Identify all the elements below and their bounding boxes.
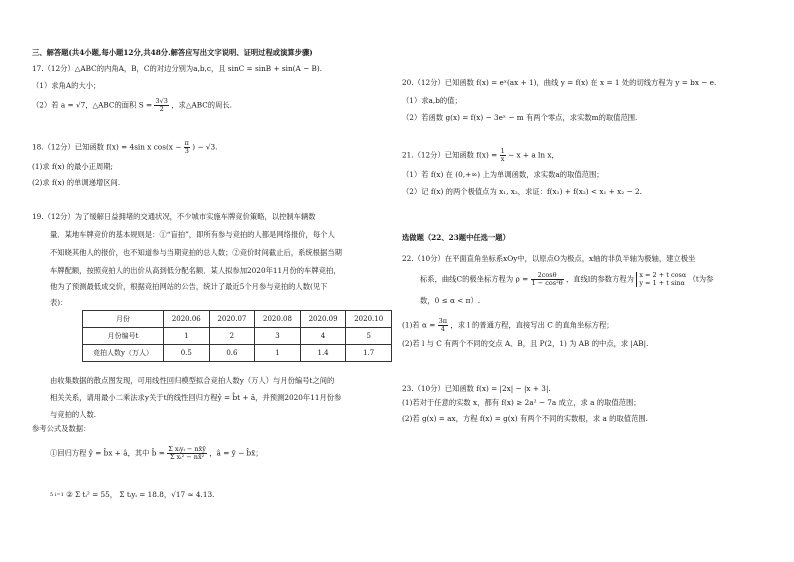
q21-numerator: 1 <box>500 147 505 155</box>
elective-title: 选做题（22、23题中任选一题） <box>402 233 510 242</box>
q22-alpha-denominator: 4 <box>440 325 445 333</box>
q22-stem-line-3: 数，0 ≤ α < π）. <box>420 296 481 305</box>
table-cell-month: 2020.06 <box>164 311 210 328</box>
q22-alpha-fraction <box>438 318 448 333</box>
q22-part2: (2)若 l 与 C 有两个不同的交点 A、B，且 P(2，1) 为 AB 的中点，求 |AB|. <box>402 339 649 348</box>
q19-data-text-a: ② Σ tᵢ² = 55， <box>66 490 118 499</box>
q18-part2: (2)求 f(x) 的单调递增区间. <box>32 178 121 187</box>
table-cell-index: 5 <box>346 328 392 345</box>
q19-reference-title: 参考公式及数据： <box>32 424 91 433</box>
q18-stem <box>32 140 218 155</box>
table-cell-index-label: 月份编号t <box>83 328 164 345</box>
q22-text-b: ，直线l的参数方程为 <box>565 274 634 284</box>
q17-part2 <box>32 98 232 113</box>
q19-regression-formula <box>50 446 263 461</box>
q22-stem-line-2 <box>420 272 713 287</box>
q21-part1: （1）若 f(x) 在 (0,+∞) 上为单调函数，求实数a的取值范围； <box>402 170 604 179</box>
q22-text-c: （t为参 <box>688 274 714 284</box>
table-cell-month: 2020.08 <box>255 311 301 328</box>
table-row-people <box>83 345 392 362</box>
q20-part2: （2）若函数 g(x) = f(x) − 3eˣ − m 有两个零点，求实数m的取值范围. <box>402 113 638 122</box>
table-cell-month: 2020.07 <box>209 311 255 328</box>
q19-line-5: 他为了预测最低成交价，根据竞拍网站的公告，统计了最近5个月参与竞拍的人数(见下 <box>50 282 328 291</box>
q19-sum-upper: 5 <box>50 491 54 498</box>
q22-polar-numerator: 2cosθ <box>531 272 564 280</box>
table-cell-index: 2 <box>209 328 255 345</box>
q21-fraction <box>500 148 506 163</box>
q19-slope-numerator: Σ xᵢyᵢ − nx̄ȳ <box>168 445 206 453</box>
q19-line-3: 不知晓其他人的报价，也不知道参与当期竞拍的总人数；②竞价时间截止后，系统根据当期 <box>50 248 342 257</box>
q20-stem: 20.（12分）已知函数 f(x) = eˣ(ax + 1)，曲线 y = f(x) 在 x = 1 处的切线方程为 y = bx − e. <box>402 78 717 87</box>
q22-part1-text-a: (1)若 α = <box>402 320 436 330</box>
q19-line-6: 表)： <box>50 298 68 307</box>
q17-area-numerator: 3√3 <box>155 97 168 105</box>
q18-numerator: π <box>184 139 189 147</box>
table-cell-people: 0.5 <box>164 345 210 362</box>
q22-stem-line-1: 22.（10分）在平面直角坐标系xOy中，以原点O为极点，x轴的非负半轴为极轴，建立极坐 <box>402 254 696 263</box>
table-cell-people: 1.7 <box>346 345 392 362</box>
q19-slope-fraction <box>167 446 207 461</box>
q18-stem-text-a: 18.（12分）已知函数 f(x) = 4sin x cos(x − <box>32 142 182 152</box>
q21-stem-text-a: 21.（12分）已知函数 f(x) = <box>402 150 498 160</box>
q17-area-denominator: 2 <box>159 105 164 113</box>
q19-line-4: 车牌配额，按照竞拍人的出价从高到低分配名额．某人拟参加2020年11月份的车牌竞拍， <box>50 266 341 275</box>
q18-denominator: 3 <box>184 147 189 155</box>
table-cell-people: 1 <box>255 345 301 362</box>
q19-data-text-b: Σ tᵢyᵢ = 18.8，√17 ≈ 4.13. <box>119 490 215 499</box>
q19-line-2: 量．某地车牌竞价的基本规则是：①“盲拍”，即所有参与竞拍的人都是网络报价，每个人 <box>50 230 335 239</box>
table-cell-index: 4 <box>300 328 346 345</box>
table-cell-people-label: 竞拍人数y（万人） <box>83 345 164 362</box>
q18-stem-text-b: ) − √3. <box>192 142 218 152</box>
q22-param-x: x = 2 + t cosα <box>639 271 687 279</box>
q22-polar-denominator: 1 − cos²θ <box>531 279 563 287</box>
q22-text-a: 标系，曲线C的极坐标方程为 ρ = <box>420 274 529 284</box>
q21-stem-text-b: − x + a ln x， <box>508 150 559 160</box>
q23-part1: (1)若对于任意的实数 x，都有 f(x) ≥ 2a² − 7a 成立，求 a 的取值范围； <box>402 398 641 407</box>
q19-after-line-2: 相关关系，请用最小二乘法求y关于t的线性回归方程ŷ = b̂t + â，并预测2020年11月份参 <box>50 393 342 402</box>
table-row-indices <box>83 328 392 345</box>
q22-parametric-system <box>636 272 686 287</box>
q22-polar-fraction <box>531 272 564 287</box>
q19-slope-denominator: Σ xᵢ² − nx̄² <box>169 453 205 461</box>
table-cell-index: 1 <box>164 328 210 345</box>
section-title: 三、解答题(共4小题,每小题12分,共48分.解答应写出文字说明、证明过程或演算步骤) <box>32 48 313 57</box>
q21-part2: （2）记 f(x) 的两个极值点为 x₁, x₂，求证：f(x₁) + f(x₂) < x₁ + x₂ − 2. <box>402 187 642 196</box>
q17-part2-text-b: ，求△ABC的周长. <box>171 100 232 110</box>
table-cell-people: 1.4 <box>300 345 346 362</box>
q17-stem: 17.（12分）△ABC的内角A，B，C的对边分别为a,b,c，且 sinC = sinB + sin(A − B). <box>32 64 323 73</box>
q22-part1 <box>402 318 614 333</box>
table-row-months <box>83 311 392 328</box>
q18-part1: (1)求 f(x) 的最小正周期; <box>32 162 114 171</box>
q19-after-line-1: 由收集数据的散点图发现，可用线性回归模型拟合竞拍人数y（万人）与月份编号t之间的 <box>50 376 335 385</box>
q19-formula-text-b: ，â = ȳ − b̂x̄； <box>209 448 263 458</box>
q19-after-line-3: 与竞拍的人数. <box>50 410 97 419</box>
table-cell-people: 0.6 <box>209 345 255 362</box>
q22-param-y: y = 1 + t sinα <box>639 278 685 287</box>
q23-stem: 23.（10分）已知函数 f(x) = |2x| − |x + 3|. <box>402 384 551 393</box>
q22-alpha-numerator: 3π <box>438 317 448 325</box>
q19-sum-limits <box>50 493 64 498</box>
q17-part1: （1）求角A的大小； <box>32 81 101 90</box>
q23-part2: (2)若 g(x) = ax，方程 f(x) = g(x) 有两个不同的实数根，求 a 的取值范围. <box>402 414 648 423</box>
q17-part2-text-a: （2）若 a = √7，△ABC的面积 S = <box>32 100 153 110</box>
table-cell-month-label: 月份 <box>83 311 164 328</box>
q20-part1: （1）求a,b的值； <box>402 96 462 105</box>
q19-line-1: 19.（12分）为了缓解日益拥堵的交通状况，不少城市实施车牌竞价策略，以控制车辆数 <box>32 212 316 221</box>
q19-data-line <box>50 490 214 499</box>
q17-area-fraction <box>154 98 168 113</box>
table-cell-index: 3 <box>255 328 301 345</box>
table-cell-month: 2020.10 <box>346 311 392 328</box>
q18-fraction <box>184 140 190 155</box>
q21-denominator: x <box>500 155 505 163</box>
q19-sum-lower: i=1 <box>54 491 64 498</box>
q19-data-table <box>82 310 392 362</box>
q19-formula-text-a: ①回归方程 ŷ = b̂x + â，其中 b̂ = <box>50 448 165 458</box>
q21-stem <box>402 148 559 163</box>
q22-part1-text-b: ，求 l 的普通方程，直接写出 C 的直角坐标方程； <box>450 320 614 330</box>
table-cell-month: 2020.09 <box>300 311 346 328</box>
